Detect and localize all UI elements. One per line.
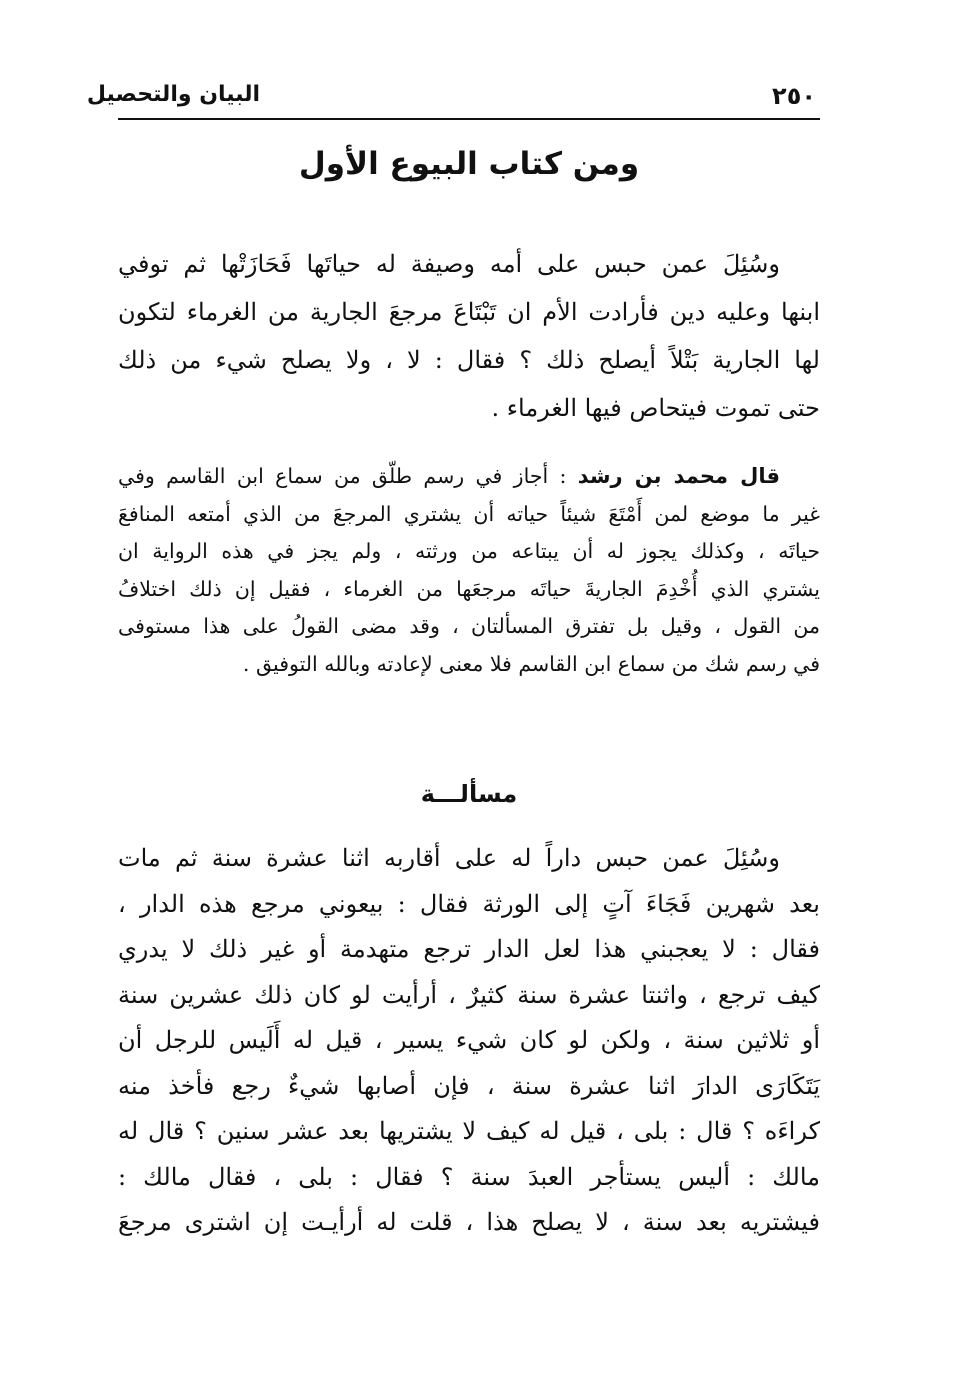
- question-1-line: ابنها وعليه دين فأرادت الأم ان تَبْتَاعَ مرجعَ الجارية من الغرماء لتكون: [118, 298, 820, 326]
- page-number: ٢٥٠: [772, 82, 816, 110]
- commentary-speaker: قال محمد بن رشد: [577, 464, 780, 488]
- commentary-line: من القول ، وقيل بل تفترق المسألتان ، وقد مضى القولُ على هذا مستوفى: [118, 614, 820, 638]
- question-1-line: لها الجارية بَتْلاً أيصلح ذلك ؟ فقال : لا ، ولا يصلح شيء من ذلك: [118, 346, 820, 374]
- commentary-line: غير ما موضع لمن أَمْتَعَ شيئاً حياته أن يشتري المرجعَ من الذي أمتعه المنافعَ: [118, 501, 820, 526]
- question-2-line: أو ثلاثين سنة ، ولكن لو كان شيء يسير ، قيل له أَلَيس للرجل أن: [118, 1026, 820, 1054]
- commentary-first-line: [118, 458, 820, 496]
- question-2-line: وسُئِلَ عمن حبس داراً له على أقاربه اثنا عشرة سنة ثم مات: [118, 844, 780, 872]
- commentary-line: حياتَه ، وكذلك يجوز له أن يبتاعه من ورثته ، ولم يجز في هذه الرواية ان: [118, 539, 820, 563]
- question-2-line: يَتَكَارَى الدارَ اثنا عشرة سنة ، فإن أصابها شيءٌ رجع فأخذ منه: [118, 1071, 820, 1100]
- section-title: مسألـــة: [420, 780, 518, 808]
- question-2-line: بعد شهرين فَجَاءَ آتٍ إلى الورثة فقال : بيعوني مرجع هذه الدار ،: [118, 889, 820, 918]
- question-1-line: حتى تموت فيتحاص فيها الغرماء .: [491, 394, 820, 422]
- commentary-line: يشتري الذي أُخْدِمَ الجاريةَ حياتَه مرجعَها من الغرماء ، فقيل إن ذلك اختلافُ: [118, 576, 820, 601]
- question-2-line: كيف ترجع ، واثنتا عشرة سنة كثيرٌ ، أرأيت لو كان ذلك عشرين سنة: [118, 980, 820, 1009]
- question-2-line: فيشتريه بعد سنة ، لا يصلح هذا ، قلت له أرأيـت إن اشترى مرجعَ: [118, 1208, 820, 1236]
- commentary-first-line-rest: : أجاز في رسم طلّق من سماع ابن القاسم وفي: [118, 464, 567, 488]
- question-1-paragraph: [118, 240, 820, 432]
- commentary-line: في رسم شك من سماع ابن القاسم فلا معنى لإعادته وبالله التوفيق .: [242, 651, 820, 676]
- running-header: [86, 78, 820, 120]
- question-2-paragraph: [118, 836, 820, 1246]
- commentary-paragraph: [118, 458, 820, 683]
- running-header-title: البيان والتحصيل: [86, 82, 260, 107]
- question-2-line: فقال : لا يعجبني هذا لعل الدار ترجع متهدمة أو غير ذلك لا يدري: [118, 935, 820, 963]
- question-2-line: كراءَه ؟ قال : بلى ، قيل له كيف لا يشتريها بعد عشر سنين ؟ قال له: [118, 1117, 820, 1145]
- question-2-line: مالك : أليس يستأجر العبدَ سنة ؟ فقال : بلى ، فقال مالك :: [118, 1162, 820, 1191]
- question-1-line: وسُئِلَ عمن حبس على أمه وصيفة له حياتَها فَحَازَتْها ثم توفي: [118, 250, 780, 278]
- book-page: [86, 0, 820, 1378]
- chapter-title: ومن كتاب البيوع الأول: [298, 146, 640, 182]
